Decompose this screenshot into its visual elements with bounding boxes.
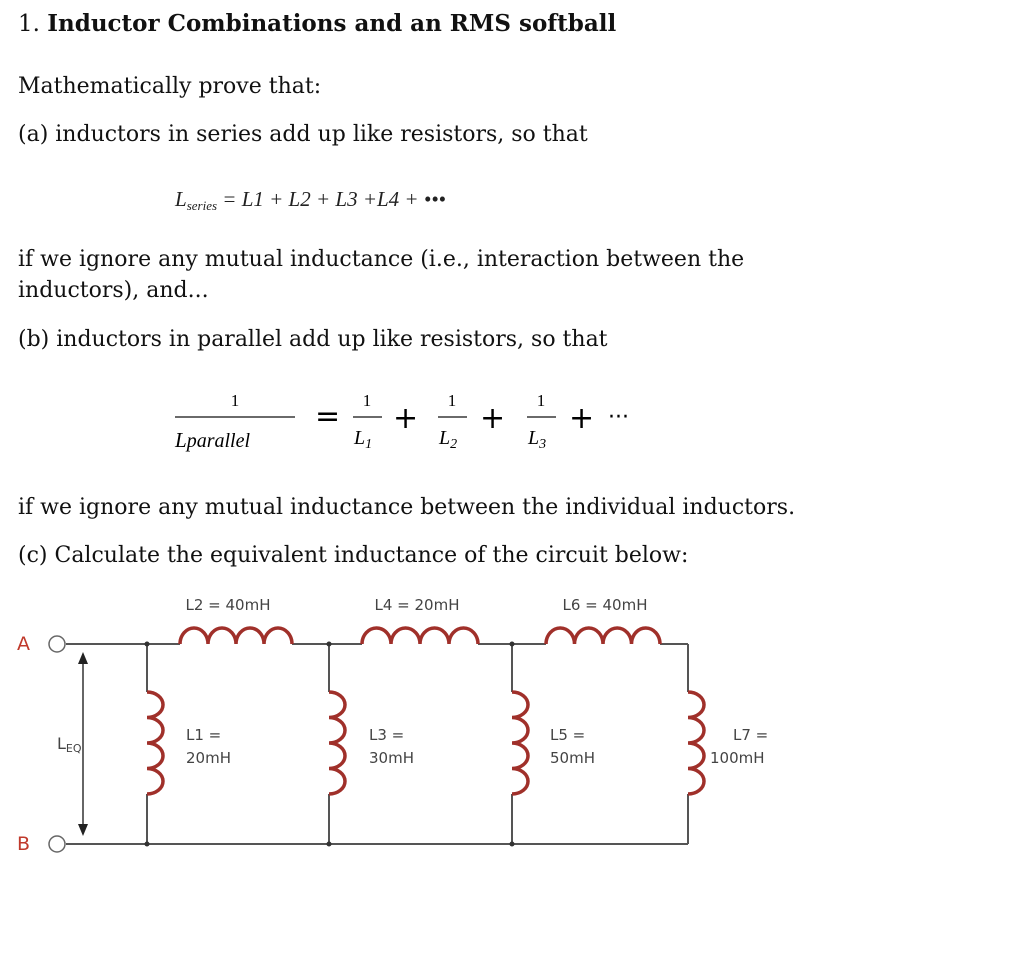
shunt-coils — [147, 692, 704, 794]
terminal-b-circle — [49, 836, 65, 852]
circuit-diagram — [0, 580, 1024, 880]
label-l1-name: L1 = — [186, 726, 222, 744]
term2-den — [438, 427, 457, 452]
term2-num: 1 — [447, 391, 457, 410]
parallel-lhs-den — [174, 428, 250, 452]
inductor-l5 — [512, 692, 528, 794]
junction-dot — [510, 842, 515, 847]
term2-den-l: L — [439, 427, 451, 449]
junction-dot — [327, 842, 332, 847]
term1-den-sub: 1 — [365, 437, 373, 452]
problem-title-text: Inductor Combinations and an RMS softball — [47, 10, 617, 37]
parallel-equation — [160, 380, 680, 470]
parallel-lhs-num: 1 — [230, 391, 240, 410]
inductor-l1 — [147, 692, 163, 794]
junction-dot — [145, 842, 150, 847]
intro-text: Mathematically prove that: — [18, 74, 322, 99]
plus-2: + — [480, 401, 506, 436]
junction-dot — [510, 642, 515, 647]
terminal-b-label: B — [17, 833, 31, 855]
plus-1: + — [393, 401, 419, 436]
parallel-lhs-den-l: L — [175, 428, 187, 452]
part-a-text: (a) inductors in series add up like resistors, so that — [18, 122, 588, 147]
after-b-text: if we ignore any mutual inductance between the individual inductors. — [18, 495, 796, 520]
wires — [66, 644, 688, 844]
label-l4: L4 = 20mH — [374, 596, 460, 614]
inductor-l2 — [180, 628, 292, 644]
part-c-text: (c) Calculate the equivalent inductance of the circuit below: — [18, 543, 689, 568]
junction-dot — [145, 642, 150, 647]
problem-title — [18, 10, 616, 37]
label-l6: L6 = 40mH — [562, 596, 648, 614]
label-l2: L2 = 40mH — [185, 596, 271, 614]
series-lhs: L — [175, 187, 187, 211]
label-l5-value: 50mH — [550, 749, 595, 767]
label-l3-value: 30mH — [369, 749, 414, 767]
term1-num: 1 — [362, 391, 372, 410]
after-a-line2: inductors), and... — [18, 278, 209, 303]
label-l1-value: 20mH — [186, 749, 231, 767]
series-coils — [180, 628, 660, 644]
plus-3: + — [569, 401, 595, 436]
term3-den-sub: 3 — [539, 437, 547, 452]
label-l3-name: L3 = — [369, 726, 405, 744]
parallel-ellipsis: ··· — [608, 405, 629, 430]
label-l7-name: L7 = — [733, 726, 769, 744]
leq-label-main: L — [57, 734, 66, 753]
problem-number: 1. — [18, 11, 40, 37]
series-rhs: = L1 + L2 + L3 +L4 + ••• — [222, 187, 446, 211]
leq-arrow-up-icon — [78, 652, 88, 664]
term1-den — [353, 427, 372, 452]
after-a-line1: if we ignore any mutual inductance (i.e., interaction between the — [18, 247, 745, 272]
parallel-equals: = — [315, 399, 341, 434]
label-l5-name: L5 = — [550, 726, 586, 744]
label-l7-value: 100mH — [710, 749, 765, 767]
leq-label-sub: EQ — [65, 742, 82, 755]
term2-den-sub: 2 — [450, 437, 458, 452]
inductor-l7 — [688, 692, 704, 794]
inductor-l4 — [362, 628, 478, 644]
leq-label — [57, 734, 82, 755]
term3-den-l: L — [528, 427, 540, 449]
term3-den — [527, 427, 546, 452]
parallel-lhs-den-sub: parallel — [186, 430, 251, 452]
series-equation — [175, 187, 446, 214]
inductor-l3 — [329, 692, 345, 794]
series-lhs-sub: series — [186, 198, 218, 213]
terminal-a-circle — [49, 636, 65, 652]
leq-arrow-down-icon — [78, 824, 88, 836]
part-b-text: (b) inductors in parallel add up like resistors, so that — [18, 327, 608, 352]
terminal-a-label: A — [17, 633, 30, 655]
term3-num: 1 — [536, 391, 546, 410]
junction-dot — [327, 642, 332, 647]
inductor-l6 — [546, 628, 660, 644]
term1-den-l: L — [354, 427, 366, 449]
